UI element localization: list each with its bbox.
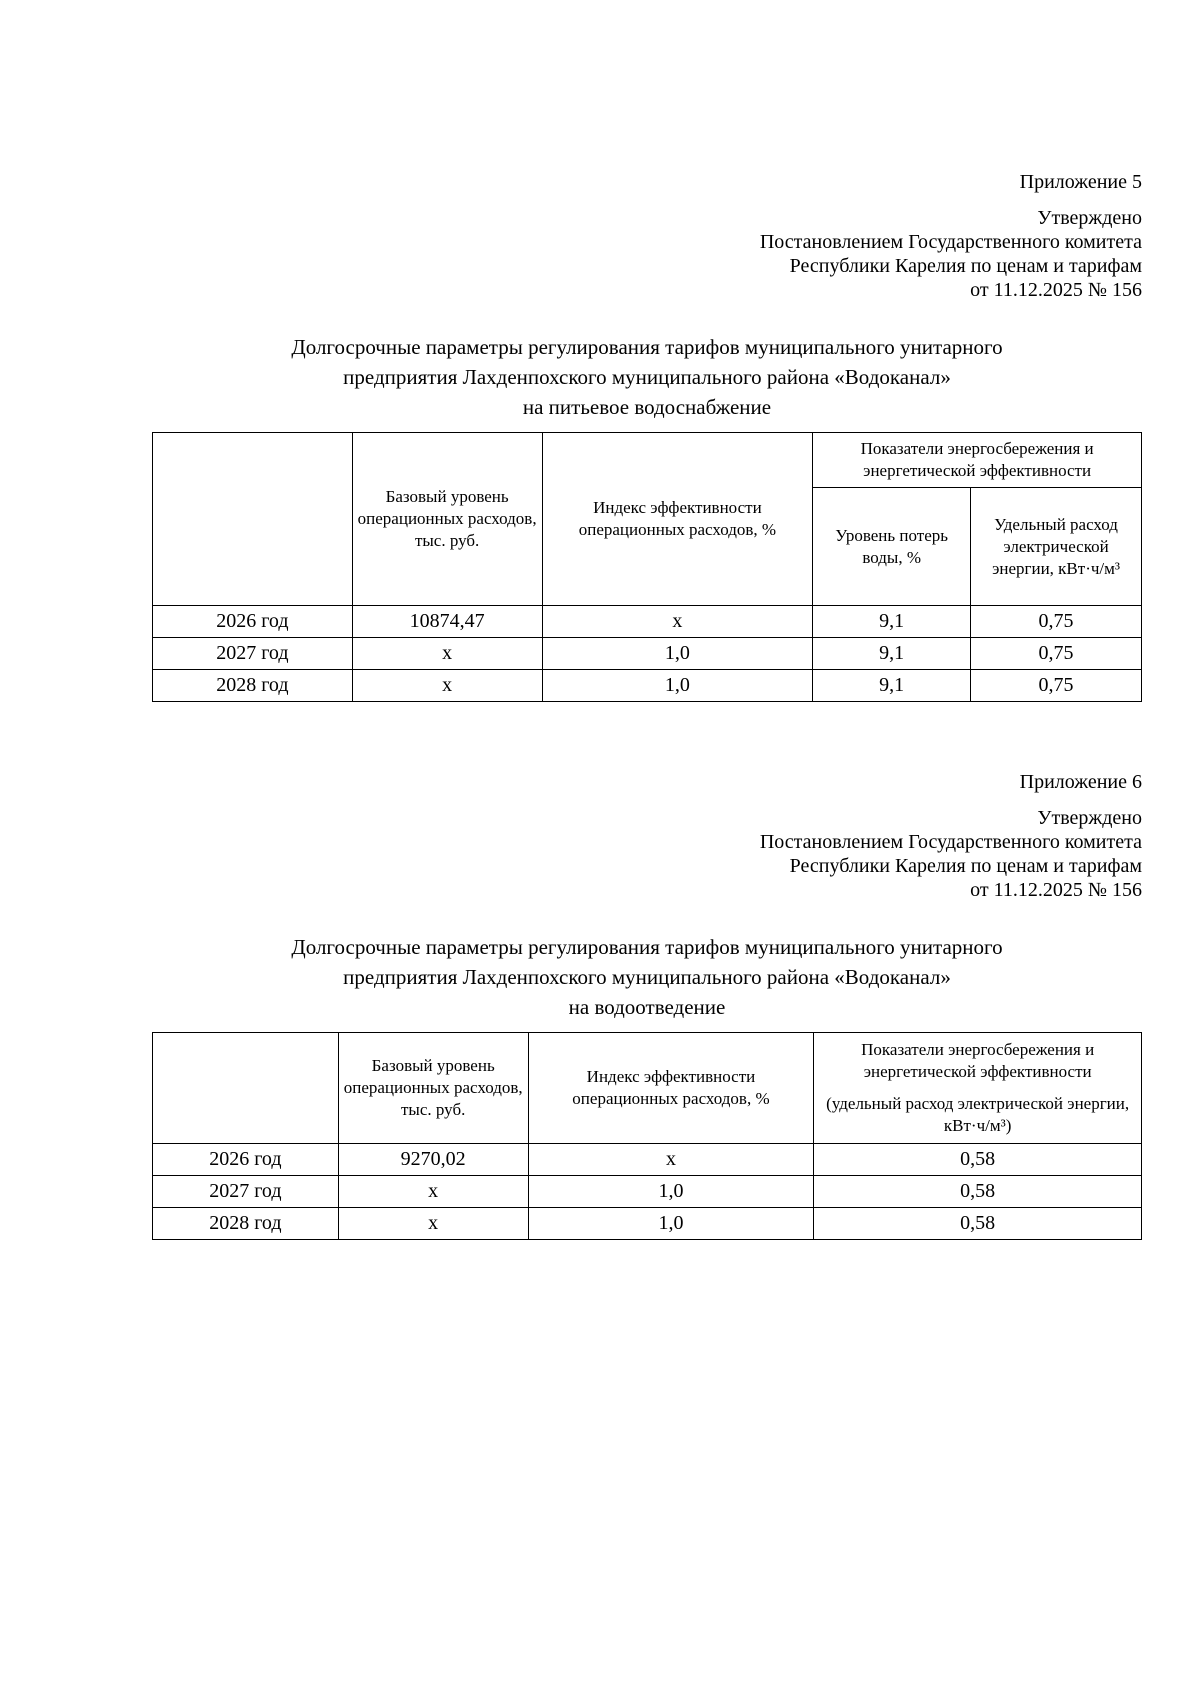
document-title [152,332,1142,422]
approved-label: Утверждено [1037,207,1142,229]
cell-index: х [528,1144,814,1176]
header-energy-note: (удельный расход электрической энергии, кВт·ч/м³) [826,1094,1130,1135]
header-specific-consumption: Удельный расход электрической энергии, кВт·ч/м³ [971,488,1142,606]
cell-index: х [542,606,813,638]
cell-year: 2028 год [153,1208,339,1240]
document-title [152,932,1142,1022]
header-year [153,433,353,606]
cell-base: 9270,02 [338,1144,528,1176]
title-line3: на водоотведение [568,995,726,1019]
cell-year: 2027 год [153,638,353,670]
header-efficiency-index: Индекс эффективности операционных расходов, % [528,1033,814,1144]
header-base-level: Базовый уровень операционных расходов, тыс. руб. [352,433,542,606]
cell-consumption: 0,58 [814,1176,1142,1208]
cell-base: х [352,670,542,702]
appendix-5-section [152,170,1142,702]
cell-base: 10874,47 [352,606,542,638]
title-line3: на питьевое водоснабжение [522,395,772,419]
water-supply-table [152,432,1142,702]
cell-index: 1,0 [542,670,813,702]
cell-base: х [338,1208,528,1240]
cell-consumption: 0,58 [814,1208,1142,1240]
appendix-6-section [152,770,1142,1240]
approval-authority-line2: Республики Карелия по ценам и тарифам [789,855,1142,877]
table-row [153,638,1142,670]
appendix-label: Приложение 6 [1019,771,1142,793]
cell-index: 1,0 [528,1208,814,1240]
cell-loss: 9,1 [813,638,971,670]
table-row [153,1176,1142,1208]
cell-year: 2026 год [153,1144,339,1176]
header-energy-group-label: Показатели энергосбережения и энергетической эффективности [861,1040,1095,1081]
approval-authority-line1: Постановлением Государственного комитета [759,231,1142,253]
cell-base: х [338,1176,528,1208]
cell-loss: 9,1 [813,670,971,702]
table-row [153,606,1142,638]
title-line2: предприятия Лахденпохского муниципального района «Водоканал» [343,365,951,389]
header-water-loss: Уровень потерь воды, % [813,488,971,606]
cell-consumption: 0,75 [971,606,1142,638]
header-base-level: Базовый уровень операционных расходов, тыс. руб. [338,1033,528,1144]
appendix-label: Приложение 5 [1019,171,1142,193]
approval-date: от 11.12.2025 № 156 [970,879,1142,901]
table-row [153,1208,1142,1240]
title-line1: Долгосрочные параметры регулирования тарифов муниципального унитарного [291,935,1003,959]
cell-year: 2028 год [153,670,353,702]
cell-base: х [352,638,542,670]
cell-consumption: 0,75 [971,638,1142,670]
cell-year: 2027 год [153,1176,339,1208]
cell-consumption: 0,58 [814,1144,1142,1176]
table-row [153,670,1142,702]
header-energy-group [814,1033,1142,1144]
approval-block [152,170,1142,302]
table-row [153,1144,1142,1176]
header-energy-group: Показатели энергосбережения и энергетической эффективности [813,433,1142,488]
cell-index: 1,0 [542,638,813,670]
approval-date: от 11.12.2025 № 156 [970,279,1142,301]
approval-block [152,770,1142,902]
approval-authority-line1: Постановлением Государственного комитета [759,831,1142,853]
cell-loss: 9,1 [813,606,971,638]
header-year [153,1033,339,1144]
wastewater-table [152,1032,1142,1240]
header-efficiency-index: Индекс эффективности операционных расходов, % [542,433,813,606]
cell-index: 1,0 [528,1176,814,1208]
approval-authority-line2: Республики Карелия по ценам и тарифам [789,255,1142,277]
title-line2: предприятия Лахденпохского муниципального района «Водоканал» [343,965,951,989]
title-line1: Долгосрочные параметры регулирования тарифов муниципального унитарного [291,335,1003,359]
cell-consumption: 0,75 [971,670,1142,702]
cell-year: 2026 год [153,606,353,638]
approved-label: Утверждено [1037,807,1142,829]
